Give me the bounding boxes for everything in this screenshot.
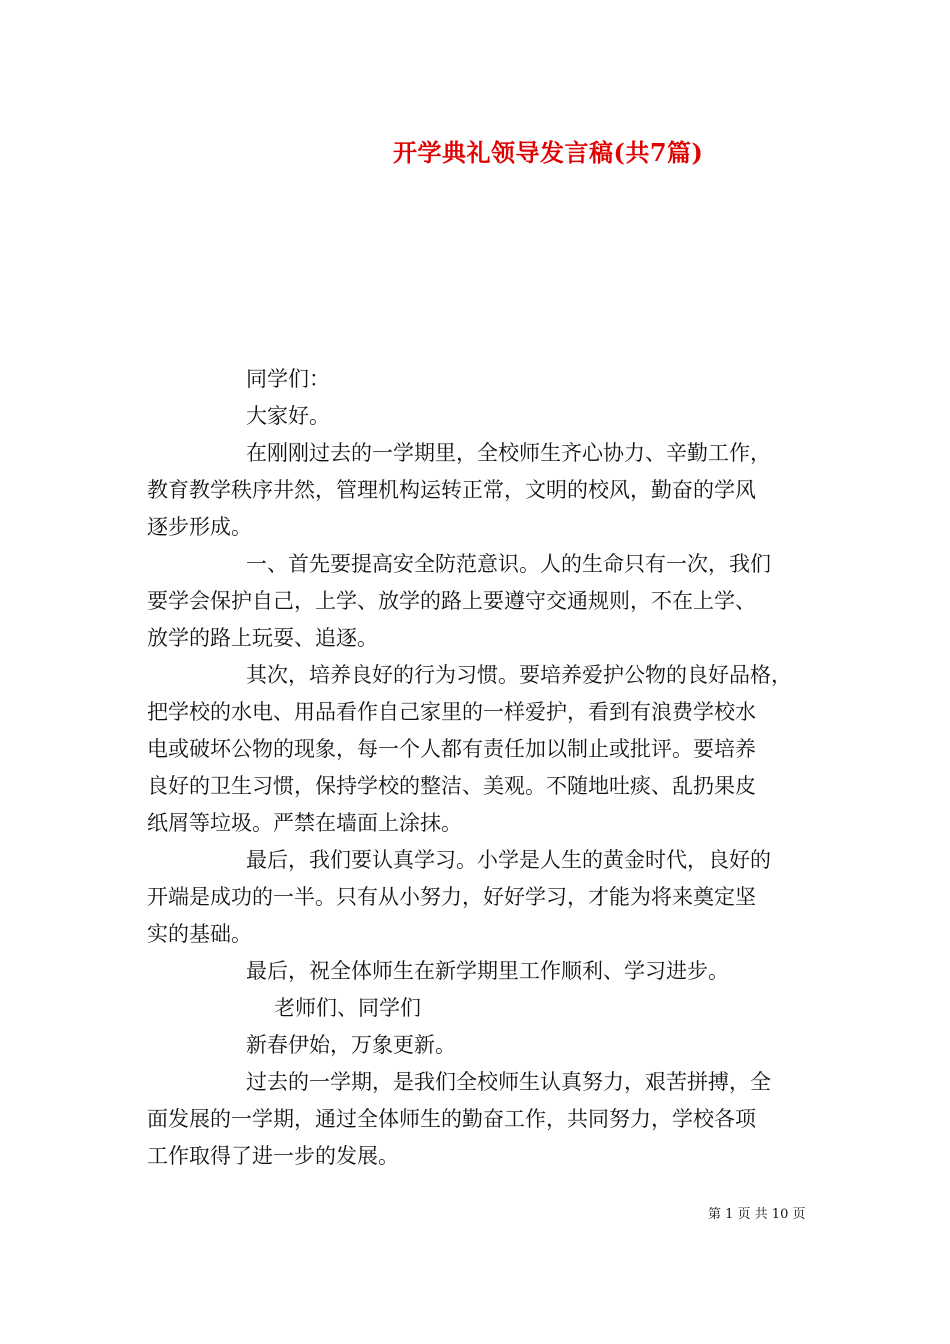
paragraph-line: 一、首先要提高安全防范意识。人的生命只有一次，我们 bbox=[246, 552, 771, 576]
page-number-footer: 第 1 页 共 10 页 bbox=[708, 1207, 806, 1222]
document-body bbox=[147, 361, 807, 1175]
salutation-line: 老师们、同学们 bbox=[274, 996, 421, 1020]
salutation-line: 同学们： bbox=[246, 367, 330, 391]
paragraph-line: 最后，祝全体师生在新学期里工作顺利、学习进步。 bbox=[246, 959, 729, 983]
paragraph-line: 最后，我们要认真学习。小学是人生的黄金时代，良好的 bbox=[246, 848, 771, 872]
paragraph-line: 把学校的水电、用品看作自己家里的一样爱护，看到有浪费学校水 bbox=[147, 700, 756, 724]
paragraph-line: 新春伊始，万象更新。 bbox=[246, 1033, 456, 1057]
paragraph-line: 开端是成功的一半。只有从小努力，好好学习，才能为将来奠定坚 bbox=[147, 885, 756, 909]
paragraph-line: 放学的路上玩耍、追逐。 bbox=[147, 626, 378, 650]
page-title: 开学典礼领导发言稿(共7篇) bbox=[393, 138, 704, 167]
paragraph-line: 良好的卫生习惯，保持学校的整洁、美观。不随地吐痰、乱扔果皮 bbox=[147, 774, 756, 798]
paragraph-line: 面发展的一学期，通过全体师生的勤奋工作，共同努力，学校各项 bbox=[147, 1107, 756, 1131]
greeting-line: 大家好。 bbox=[246, 404, 330, 428]
paragraph-line: 过去的一学期，是我们全校师生认真努力，艰苦拼搏，全 bbox=[246, 1070, 771, 1094]
paragraph-line: 其次，培养良好的行为习惯。要培养爱护公物的良好品格， bbox=[246, 663, 792, 687]
paragraph-line: 在刚刚过去的一学期里，全校师生齐心协力、辛勤工作， bbox=[246, 441, 771, 465]
paragraph-line: 纸屑等垃圾。严禁在墙面上涂抹。 bbox=[147, 811, 462, 835]
paragraph-line: 要学会保护自己，上学、放学的路上要遵守交通规则，不在上学、 bbox=[147, 589, 756, 613]
paragraph-line: 逐步形成。 bbox=[147, 515, 252, 539]
paragraph-line: 实的基础。 bbox=[147, 922, 252, 946]
paragraph-line: 教育教学秩序井然，管理机构运转正常，文明的校风，勤奋的学风 bbox=[147, 478, 756, 502]
paragraph-line: 电或破坏公物的现象，每一个人都有责任加以制止或批评。要培养 bbox=[147, 737, 756, 761]
paragraph-line: 工作取得了进一步的发展。 bbox=[147, 1144, 399, 1168]
